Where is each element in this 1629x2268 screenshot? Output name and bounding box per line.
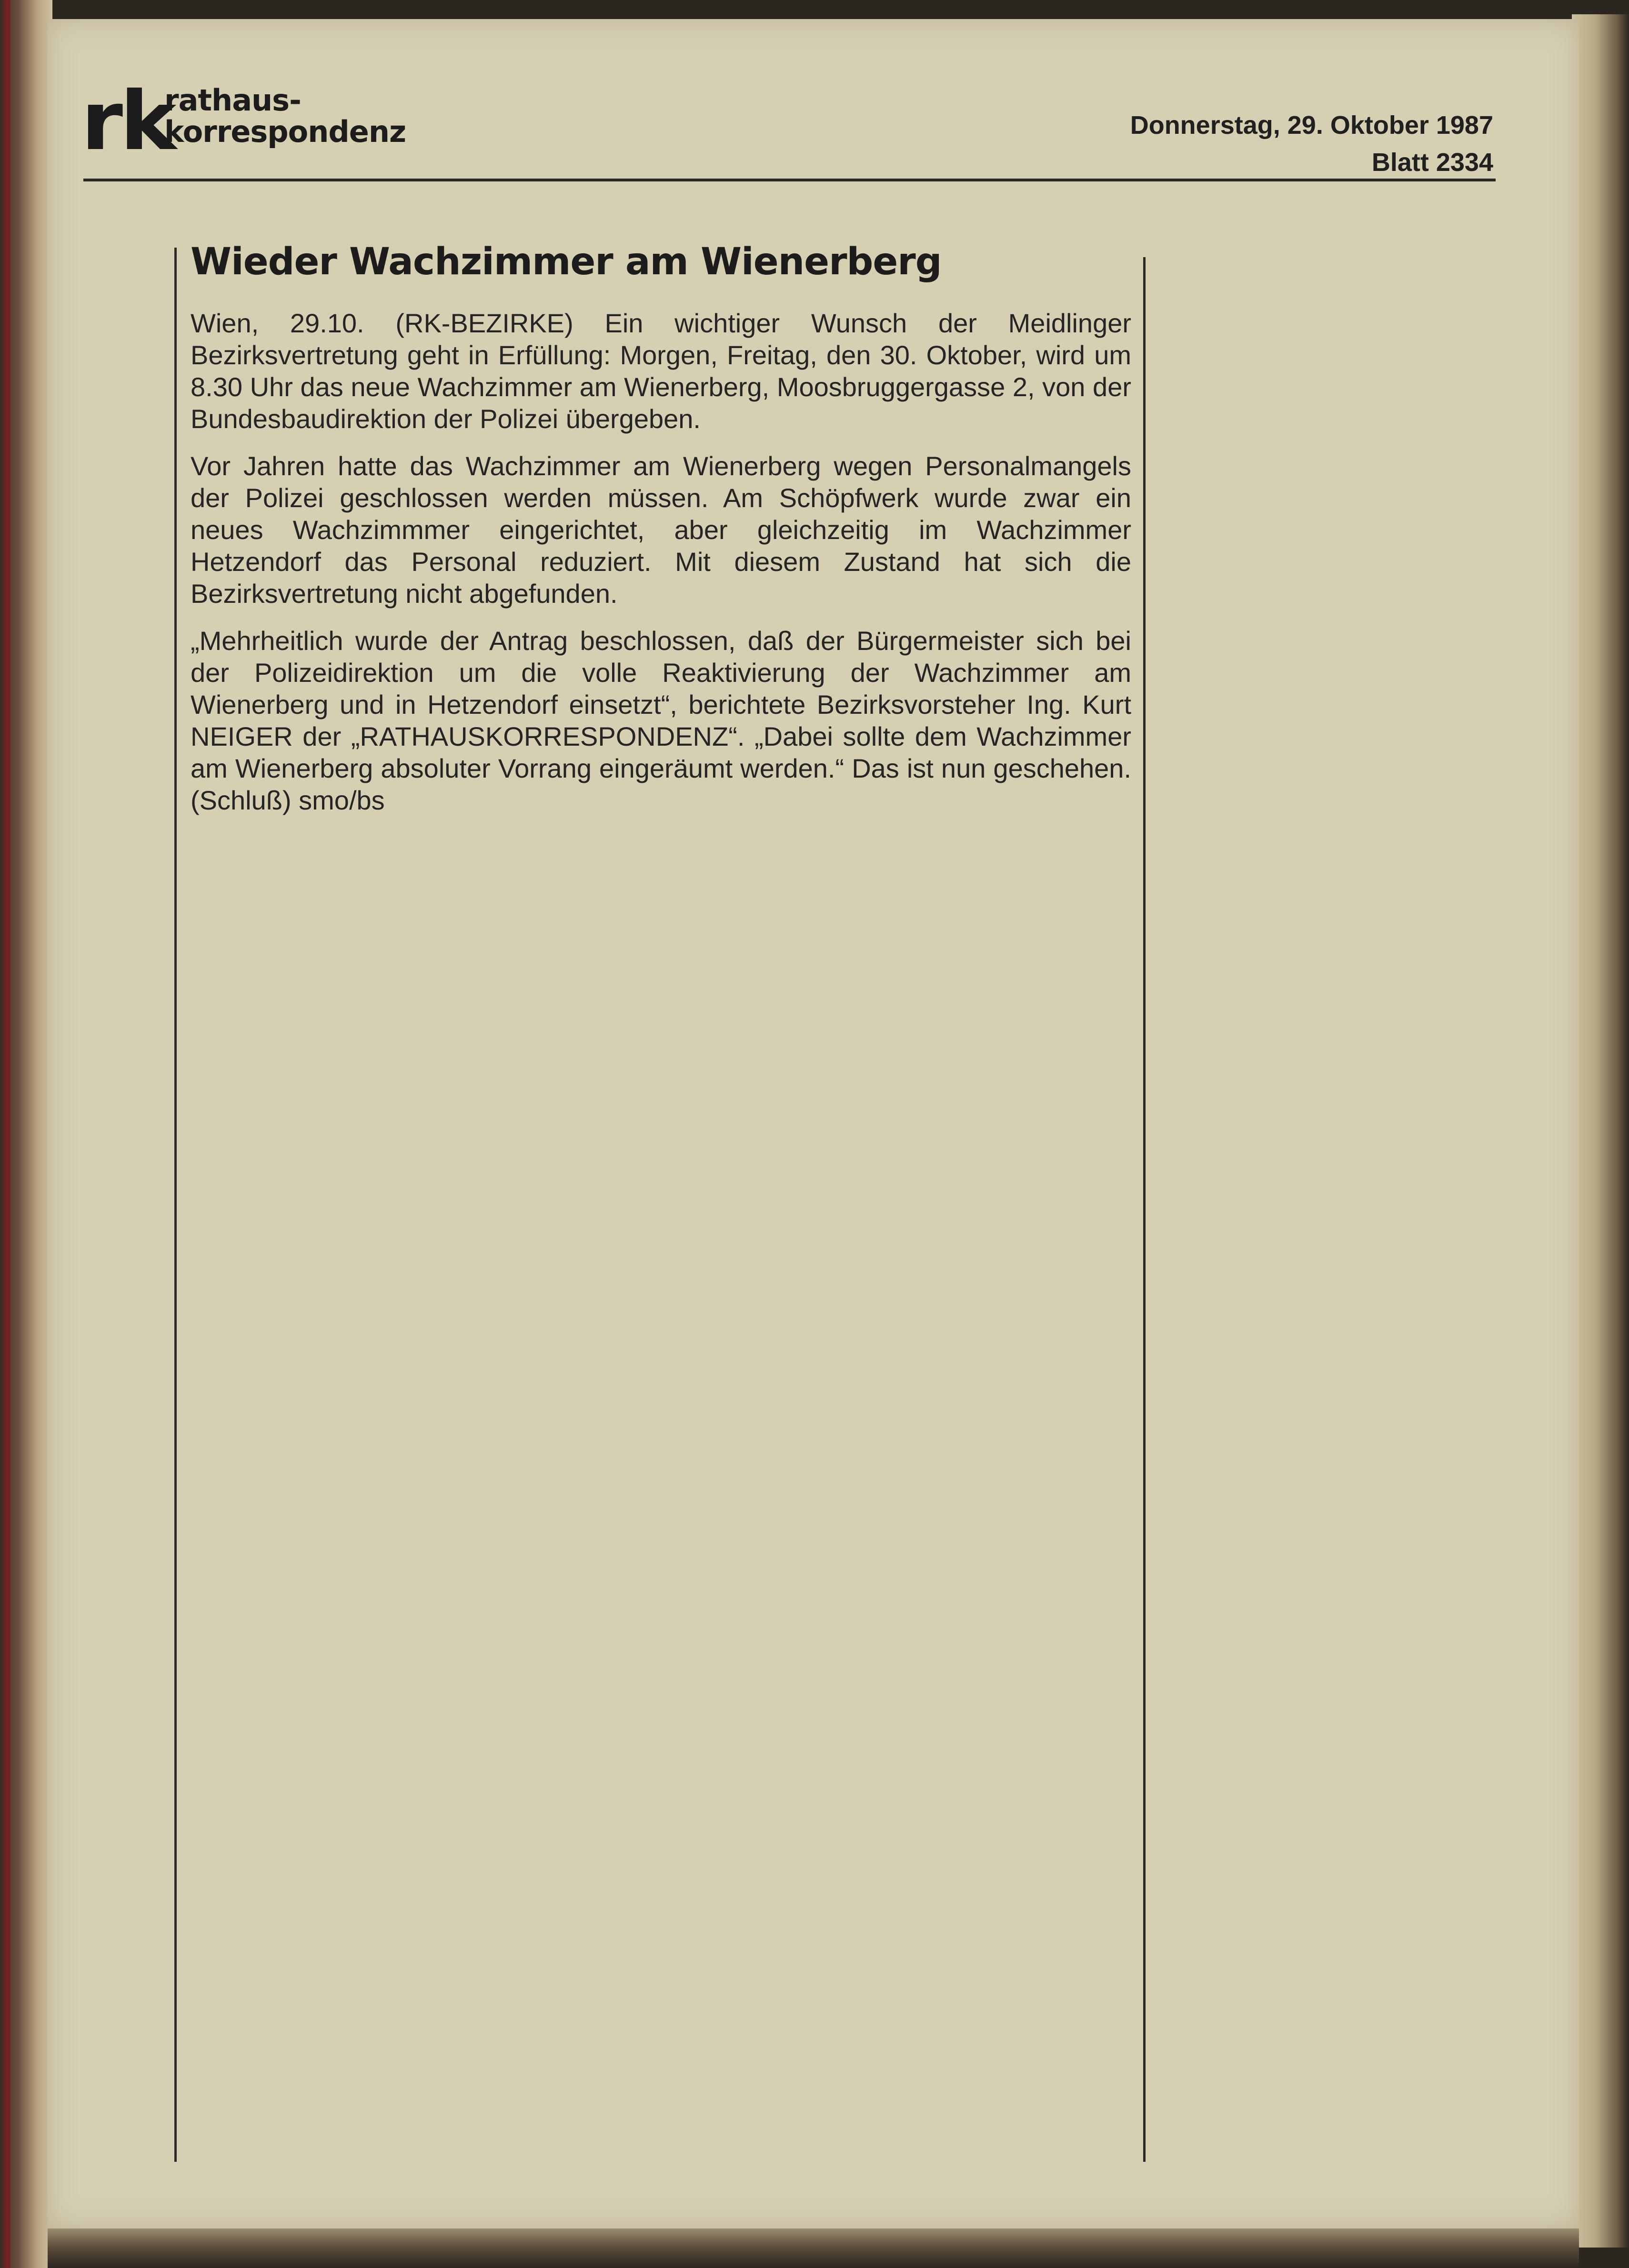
sheet-number: Blatt 2334 bbox=[1371, 148, 1493, 177]
rk-logo-wordmark bbox=[164, 85, 406, 148]
header-divider bbox=[83, 179, 1496, 181]
article-paragraph: „Mehrheitlich wurde der Antrag beschlossen, daß der Bürgermeister sich bei der Polizeidirektion um die volle Reaktivierung der Wachzimmer am Wienerberg und in Hetzendorf einsetzt“, berichtete Bezirksvorsteher Ing. Kurt NEIGER der „RATHAUSKORRESPONDENZ“. „Dabei sollte dem Wachzimmer am Wienerberg absoluter Vorrang eingeräumt werden.“ Das ist nun geschehen. (Schluß) smo/bs bbox=[191, 626, 1131, 815]
article-paragraph: Vor Jahren hatte das Wachzimmer am Wienerberg wegen Personalmangels der Polizei geschlossen werden müssen. Am Schöpfwerk wurde zwar ein neues Wachzimmmer eingerichtet, aber gleichzeitig im Wachzimmer Hetzendorf das Personal reduziert. Mit diesem Zustand hat sich die Bezirksvertretung nicht abgefunden. bbox=[191, 451, 1131, 609]
column-rule-left bbox=[174, 248, 177, 2162]
article-body bbox=[191, 307, 1131, 831]
logo-line-1: rathaus- bbox=[164, 83, 301, 118]
logo-line-2: korrespondenz bbox=[164, 114, 406, 149]
binding-edge bbox=[4, 0, 10, 2268]
article-paragraph: Wien, 29.10. (RK-BEZIRKE) Ein wichtiger Wunsch der Meidlinger Bezirksvertretung geht in Erfüllung: Morgen, Freitag, den 30. Oktober, wird um 8.30 Uhr das neue Wachzimmer am Wienerberg, Moosbruggergasse 2, von der Bundesbaudirektion der Polizei übergeben. bbox=[191, 308, 1131, 434]
column-rule-right bbox=[1143, 257, 1146, 2162]
issue-date: Donnerstag, 29. Oktober 1987 bbox=[1130, 111, 1493, 140]
page-stack-edge bbox=[1572, 14, 1629, 2248]
rk-logo-mark: rk bbox=[81, 74, 174, 169]
article-headline: Wieder Wachzimmer am Wienerberg bbox=[191, 240, 942, 283]
